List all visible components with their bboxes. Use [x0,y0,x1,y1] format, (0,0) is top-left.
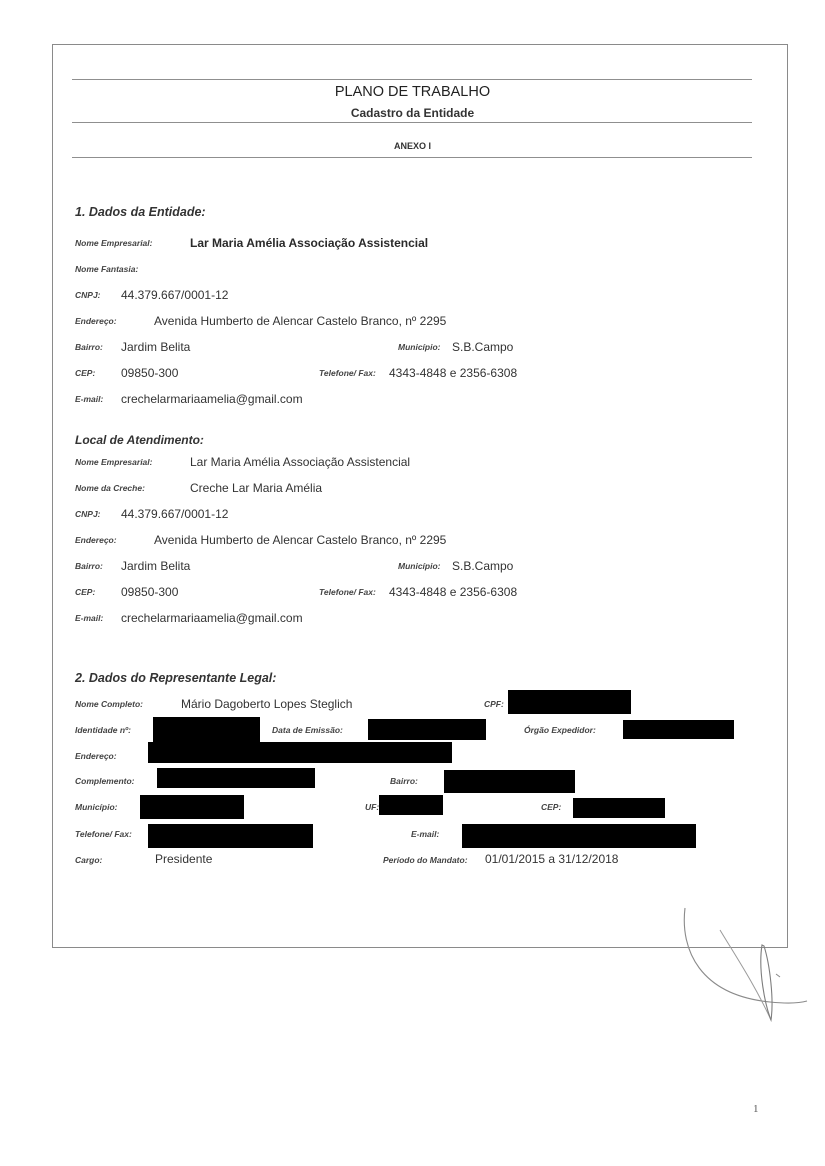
label-orgao-expedidor: Órgão Expedidor: [524,725,596,735]
label-rep-municipio: Município: [75,802,118,812]
label-cnpj: CNPJ: [75,290,101,300]
label-local-endereco: Endereço: [75,535,117,545]
label-complemento: Complemento: [75,776,135,786]
value-nome-empresarial: Lar Maria Amélia Associação Assistencial [190,236,429,250]
redacted-uf [379,795,443,815]
value-local-endereco: Avenida Humberto de Alencar Castelo Branco, nº 2295 [154,533,447,547]
value-cep: 09850-300 [121,366,179,380]
label-cpf: CPF: [484,699,504,709]
value-local-telefone: 4343-4848 e 2356-6308 [389,585,518,599]
label-rep-bairro: Bairro: [390,776,418,786]
header-rule-middle [72,122,752,123]
section-heading-representative: 2. Dados do Representante Legal: [75,671,277,685]
label-periodo-mandato: Período do Mandato: [383,855,468,865]
annex-label: ANEXO I [393,141,431,151]
value-local-municipio: S.B.Campo [452,559,514,573]
redacted-complemento [157,768,315,788]
value-local-nome-empresarial: Lar Maria Amélia Associação Assistencial [190,455,411,469]
label-local-nome-empresarial: Nome Empresarial: [75,457,153,467]
label-local-email: E-mail: [75,613,104,623]
label-nome-completo: Nome Completo: [75,699,143,709]
label-telefone: Telefone/ Fax: [319,368,376,378]
label-cargo: Cargo: [75,855,103,865]
redacted-data-emissao [368,719,486,740]
redacted-orgao-expedidor [623,720,734,739]
label-local-cnpj: CNPJ: [75,509,101,519]
value-nome-creche: Creche Lar Maria Amélia [190,481,323,495]
redacted-municipio [140,795,244,819]
section-heading-entity: 1. Dados da Entidade: [75,205,206,219]
header-rule-bottom [72,157,752,158]
label-rep-telefone: Telefone/ Fax: [75,829,132,839]
page-subtitle: Cadastro da Entidade [350,106,475,120]
label-bairro: Bairro: [75,342,103,352]
header-rule-top [72,79,752,80]
value-municipio: S.B.Campo [452,340,514,354]
label-nome-creche: Nome da Creche: [75,483,145,493]
redacted-identidade [153,717,260,742]
value-bairro: Jardim Belita [121,340,191,354]
label-cep: CEP: [75,368,96,378]
signature-icon [640,890,825,1040]
value-local-cnpj: 44.379.667/0001-12 [121,507,229,521]
label-nome-empresarial: Nome Empresarial: [75,238,153,248]
value-telefone: 4343-4848 e 2356-6308 [389,366,518,380]
label-endereco: Endereço: [75,316,117,326]
label-data-emissao: Data de Emissão: [272,725,343,735]
value-periodo-mandato: 01/01/2015 a 31/12/2018 [485,852,619,866]
label-local-bairro: Bairro: [75,561,103,571]
value-nome-completo: Mário Dagoberto Lopes Steglich [181,697,353,711]
value-email: crechelarmariaamelia@gmail.com [121,392,303,406]
redacted-cep [573,798,665,818]
value-cargo: Presidente [155,852,213,866]
value-local-bairro: Jardim Belita [121,559,191,573]
label-local-municipio: Município: [398,561,441,571]
value-cnpj: 44.379.667/0001-12 [121,288,229,302]
label-rep-cep: CEP: [541,802,562,812]
value-local-cep: 09850-300 [121,585,179,599]
page-title: PLANO DE TRABALHO [334,84,491,100]
label-rep-email: E-mail: [411,829,440,839]
redacted-endereco [148,742,452,763]
label-nome-fantasia: Nome Fantasia: [75,264,139,274]
label-rep-endereco: Endereço: [75,751,117,761]
redacted-cpf [508,690,631,714]
redacted-bairro [444,770,575,793]
value-local-email: crechelarmariaamelia@gmail.com [121,611,303,625]
redacted-email [462,824,696,848]
value-endereco: Avenida Humberto de Alencar Castelo Branco, nº 2295 [154,314,447,328]
page-number: 1 [753,1103,759,1115]
section-heading-local: Local de Atendimento: [75,433,204,447]
label-uf: UF: [365,802,380,812]
label-identidade: Identidade nº: [75,725,131,735]
label-local-cep: CEP: [75,587,96,597]
redacted-telefone [148,824,313,848]
label-local-telefone: Telefone/ Fax: [319,587,376,597]
label-municipio: Município: [398,342,441,352]
label-email: E-mail: [75,394,104,404]
